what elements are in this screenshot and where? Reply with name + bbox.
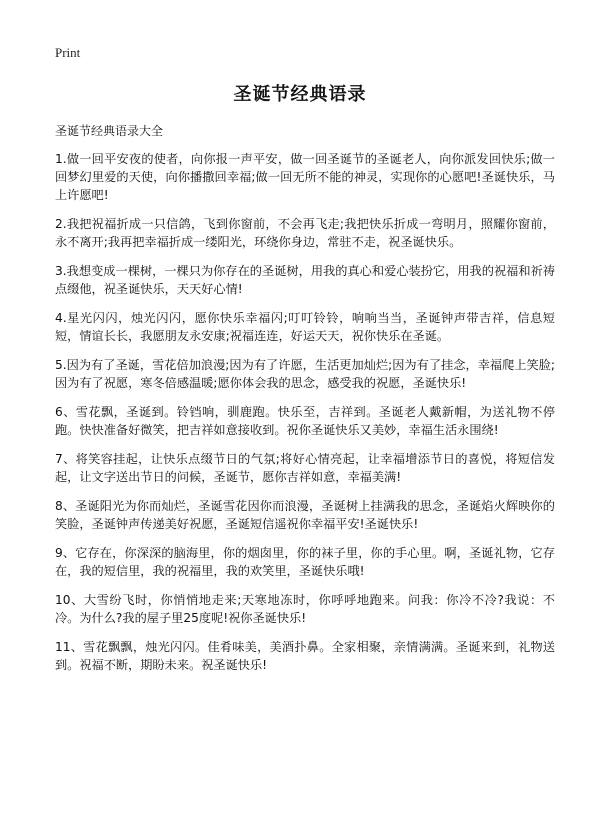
document-body bbox=[55, 122, 555, 685]
page-title: 圣诞节经典语录 bbox=[233, 84, 367, 105]
subtitle: 圣诞节经典语录大全 bbox=[55, 124, 164, 138]
print-link[interactable]: Print bbox=[55, 45, 81, 60]
quote-entry-7: 7、将笑容挂起，让快乐点缀节日的气氛;将好心情亮起，让幸福增添节日的喜悦，将短信发起，让文字送出节日的问候，圣诞节，愿你吉祥如意，幸福美满! bbox=[55, 452, 555, 484]
quote-entry-3: 3.我想变成一棵树，一棵只为你存在的圣诞树，用我的真心和爱心装扮它，用我的祝福和祈祷点缀他，祝圣诞快乐，天天好心情! bbox=[55, 264, 555, 296]
quote-entry-9: 9、它存在，你深深的脑海里，你的烟囱里，你的袜子里，你的手心里。啊，圣诞礼物，它存在，我的短信里，我的祝福里，我的欢笑里，圣诞快乐哦! bbox=[55, 546, 555, 578]
quote-entry-4: 4.星光闪闪，烛光闪闪，愿你快乐幸福闪;叮叮铃铃，响响当当，圣诞钟声带吉祥，信息短短，情谊长长，我愿朋友永安康;祝福连连，好运天天，祝你快乐在圣诞。 bbox=[55, 311, 555, 343]
quote-entry-6: 6、雪花飘，圣诞到。铃铛响，驯鹿跑。快乐至，吉祥到。圣诞老人戴新帽，为送礼物不停跑。快快准备好微笑，把吉祥如意接收到。祝你圣诞快乐又美妙，幸福生活永围绕! bbox=[55, 405, 555, 437]
quote-entry-8: 8、圣诞阳光为你而灿烂，圣诞雪花因你而浪漫，圣诞树上挂满我的思念，圣诞焰火辉映你的笑脸，圣诞钟声传递美好祝愿，圣诞短信遥祝你幸福平安!圣诞快乐! bbox=[55, 499, 555, 531]
quote-entry-11: 11、雪花飘飘，烛光闪闪。佳肴味美，美酒扑鼻。全家相聚，亲情满满。圣诞来到，礼物送到。祝福不断，期盼未来。祝圣诞快乐! bbox=[55, 640, 555, 672]
quote-entry-10: 10、大雪纷飞时，你悄悄地走来;天寒地冻时，你呼呼地跑来。问我：你冷不冷?我说：不冷。为什么?我的屋子里25度呢!祝你圣诞快乐! bbox=[55, 593, 555, 625]
quote-entry-2: 2.我把祝福折成一只信鸽，飞到你窗前，不会再飞走;我把快乐折成一弯明月，照耀你窗前，永不离开;我再把幸福折成一缕阳光，环绕你身边，常驻不走，祝圣诞快乐。 bbox=[55, 217, 555, 249]
quote-entry-5: 5.因为有了圣诞，雪花倍加浪漫;因为有了许愿，生活更加灿烂;因为有了挂念，幸福爬上笑脸;因为有了祝愿，寒冬倍感温暖;愿你体会我的思念，感受我的祝愿，圣诞快乐! bbox=[55, 358, 555, 390]
quote-entry-1: 1.做一回平安夜的使者，向你报一声平安，做一回圣诞节的圣诞老人，向你派发回快乐;做一回梦幻里爱的天使，向你播撒回幸福;做一回无所不能的神灵，实现你的心愿吧!圣诞快乐，马上许愿吧! bbox=[55, 152, 555, 202]
